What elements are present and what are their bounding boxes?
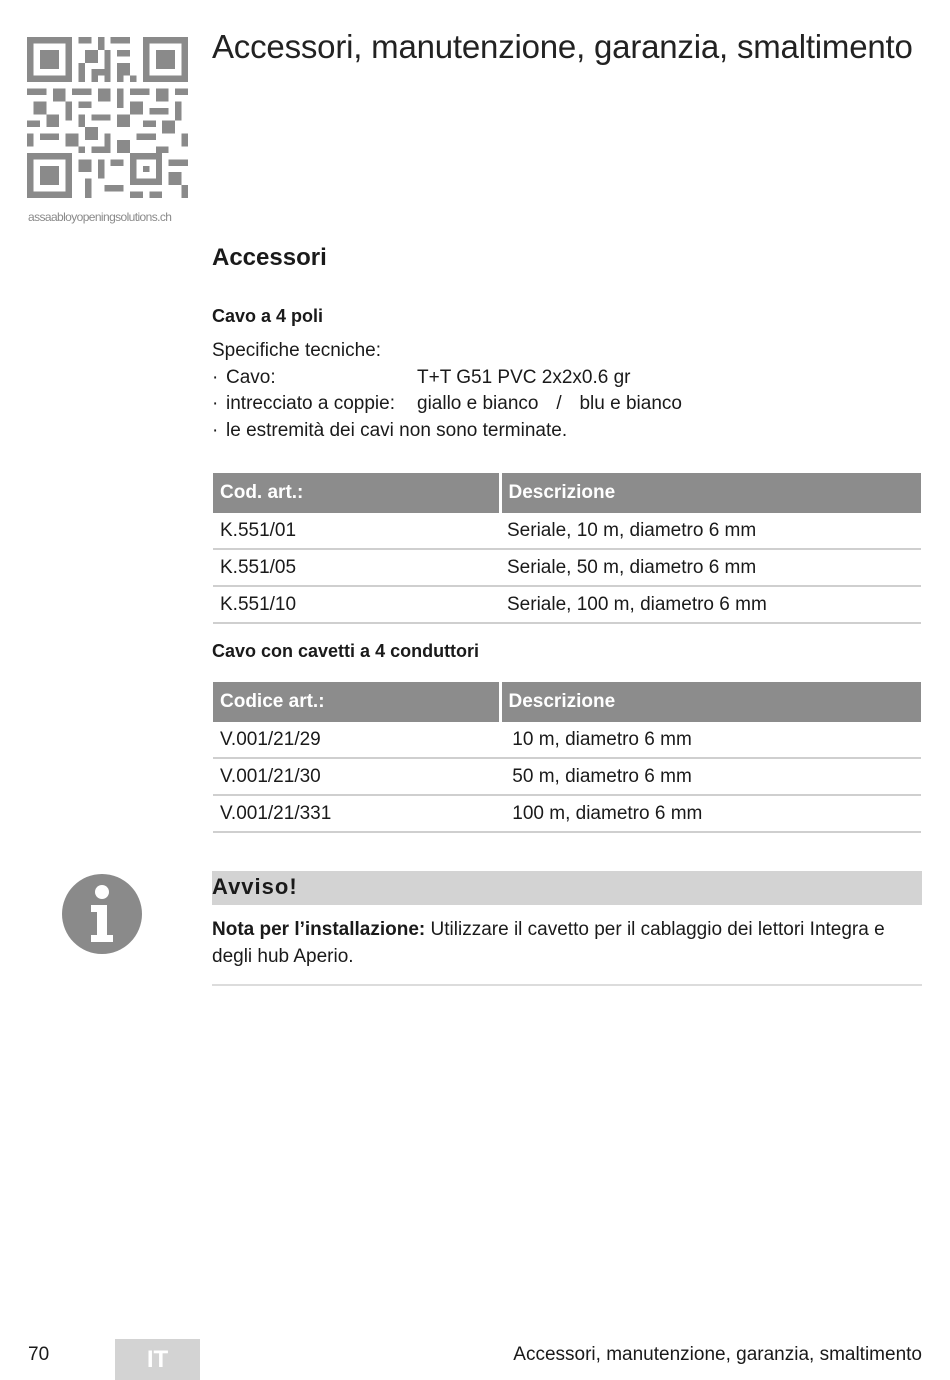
article-description: 50 m, diametro 6 mm (500, 758, 921, 795)
section-heading: Accessori (212, 244, 327, 271)
spec-label: intrecciato a coppie: (226, 393, 395, 414)
cable-wires-table (213, 682, 921, 833)
table-row (213, 795, 921, 832)
article-code: V.001/21/29 (213, 722, 500, 758)
table-row (213, 586, 921, 623)
table-row (213, 513, 921, 549)
table-row (213, 549, 921, 586)
table-header-row (213, 682, 921, 722)
spec-item (212, 418, 682, 445)
column-header-code: Codice art.: (213, 682, 500, 722)
specs-intro: Specifiche tecniche: (212, 340, 381, 361)
page-number: 70 (28, 1344, 50, 1365)
cable-wires-heading: Cavo con cavetti a 4 conduttori (212, 641, 480, 661)
article-code: V.001/21/30 (213, 758, 500, 795)
page-title: Accessori, manutenzione, garanzia, smaltimento (212, 28, 913, 65)
bullet: · (212, 393, 219, 414)
article-code: K.551/10 (213, 586, 500, 623)
qr-code-icon (27, 37, 188, 198)
spec-item (212, 365, 682, 392)
website-url: assaabloyopeningsolutions.ch (28, 210, 172, 224)
cable4-table (213, 473, 921, 624)
cable4-heading: Cavo a 4 poli (212, 306, 324, 326)
article-code: K.551/01 (213, 513, 500, 549)
spec-text: le estremità dei cavi non sono terminate. (226, 419, 568, 441)
spec-value: T+T G51 PVC 2x2x0.6 gr (417, 366, 631, 388)
notice-bar (212, 871, 922, 905)
bullet: · (212, 366, 219, 388)
footer-title: Accessori, manutenzione, garanzia, smaltimento (513, 1344, 922, 1365)
spec-item (212, 391, 682, 418)
article-description: 100 m, diametro 6 mm (500, 795, 921, 832)
notice-body: Utilizzare il cavetto per il cablaggio dei lettori Integra e degli hub Aperio. (212, 919, 885, 967)
column-header-description: Descrizione (500, 682, 921, 722)
notice-lead: Nota per l’installazione: (212, 919, 426, 940)
cable4-specs (212, 338, 682, 444)
language-badge: IT (115, 1339, 200, 1380)
divider (212, 984, 922, 986)
article-code: V.001/21/331 (213, 795, 500, 832)
info-icon (62, 874, 142, 954)
article-description: Seriale, 10 m, diametro 6 mm (500, 513, 921, 549)
column-header-code: Cod. art.: (213, 473, 500, 513)
article-description: Seriale, 50 m, diametro 6 mm (500, 549, 921, 586)
article-description: 10 m, diametro 6 mm (500, 722, 921, 758)
notice-title: Avviso! (212, 874, 298, 899)
bullet: · (212, 419, 219, 441)
spec-label: Cavo: (226, 366, 276, 388)
spec-value-2: blu e bianco (579, 393, 682, 414)
table-header-row (213, 473, 921, 513)
notice-text (212, 916, 922, 970)
spec-separator: / (556, 393, 562, 414)
spec-value: giallo e bianco (417, 393, 539, 414)
article-code: K.551/05 (213, 549, 500, 586)
article-description: Seriale, 100 m, diametro 6 mm (500, 586, 921, 623)
table-row (213, 758, 921, 795)
table-row (213, 722, 921, 758)
column-header-description: Descrizione (500, 473, 921, 513)
